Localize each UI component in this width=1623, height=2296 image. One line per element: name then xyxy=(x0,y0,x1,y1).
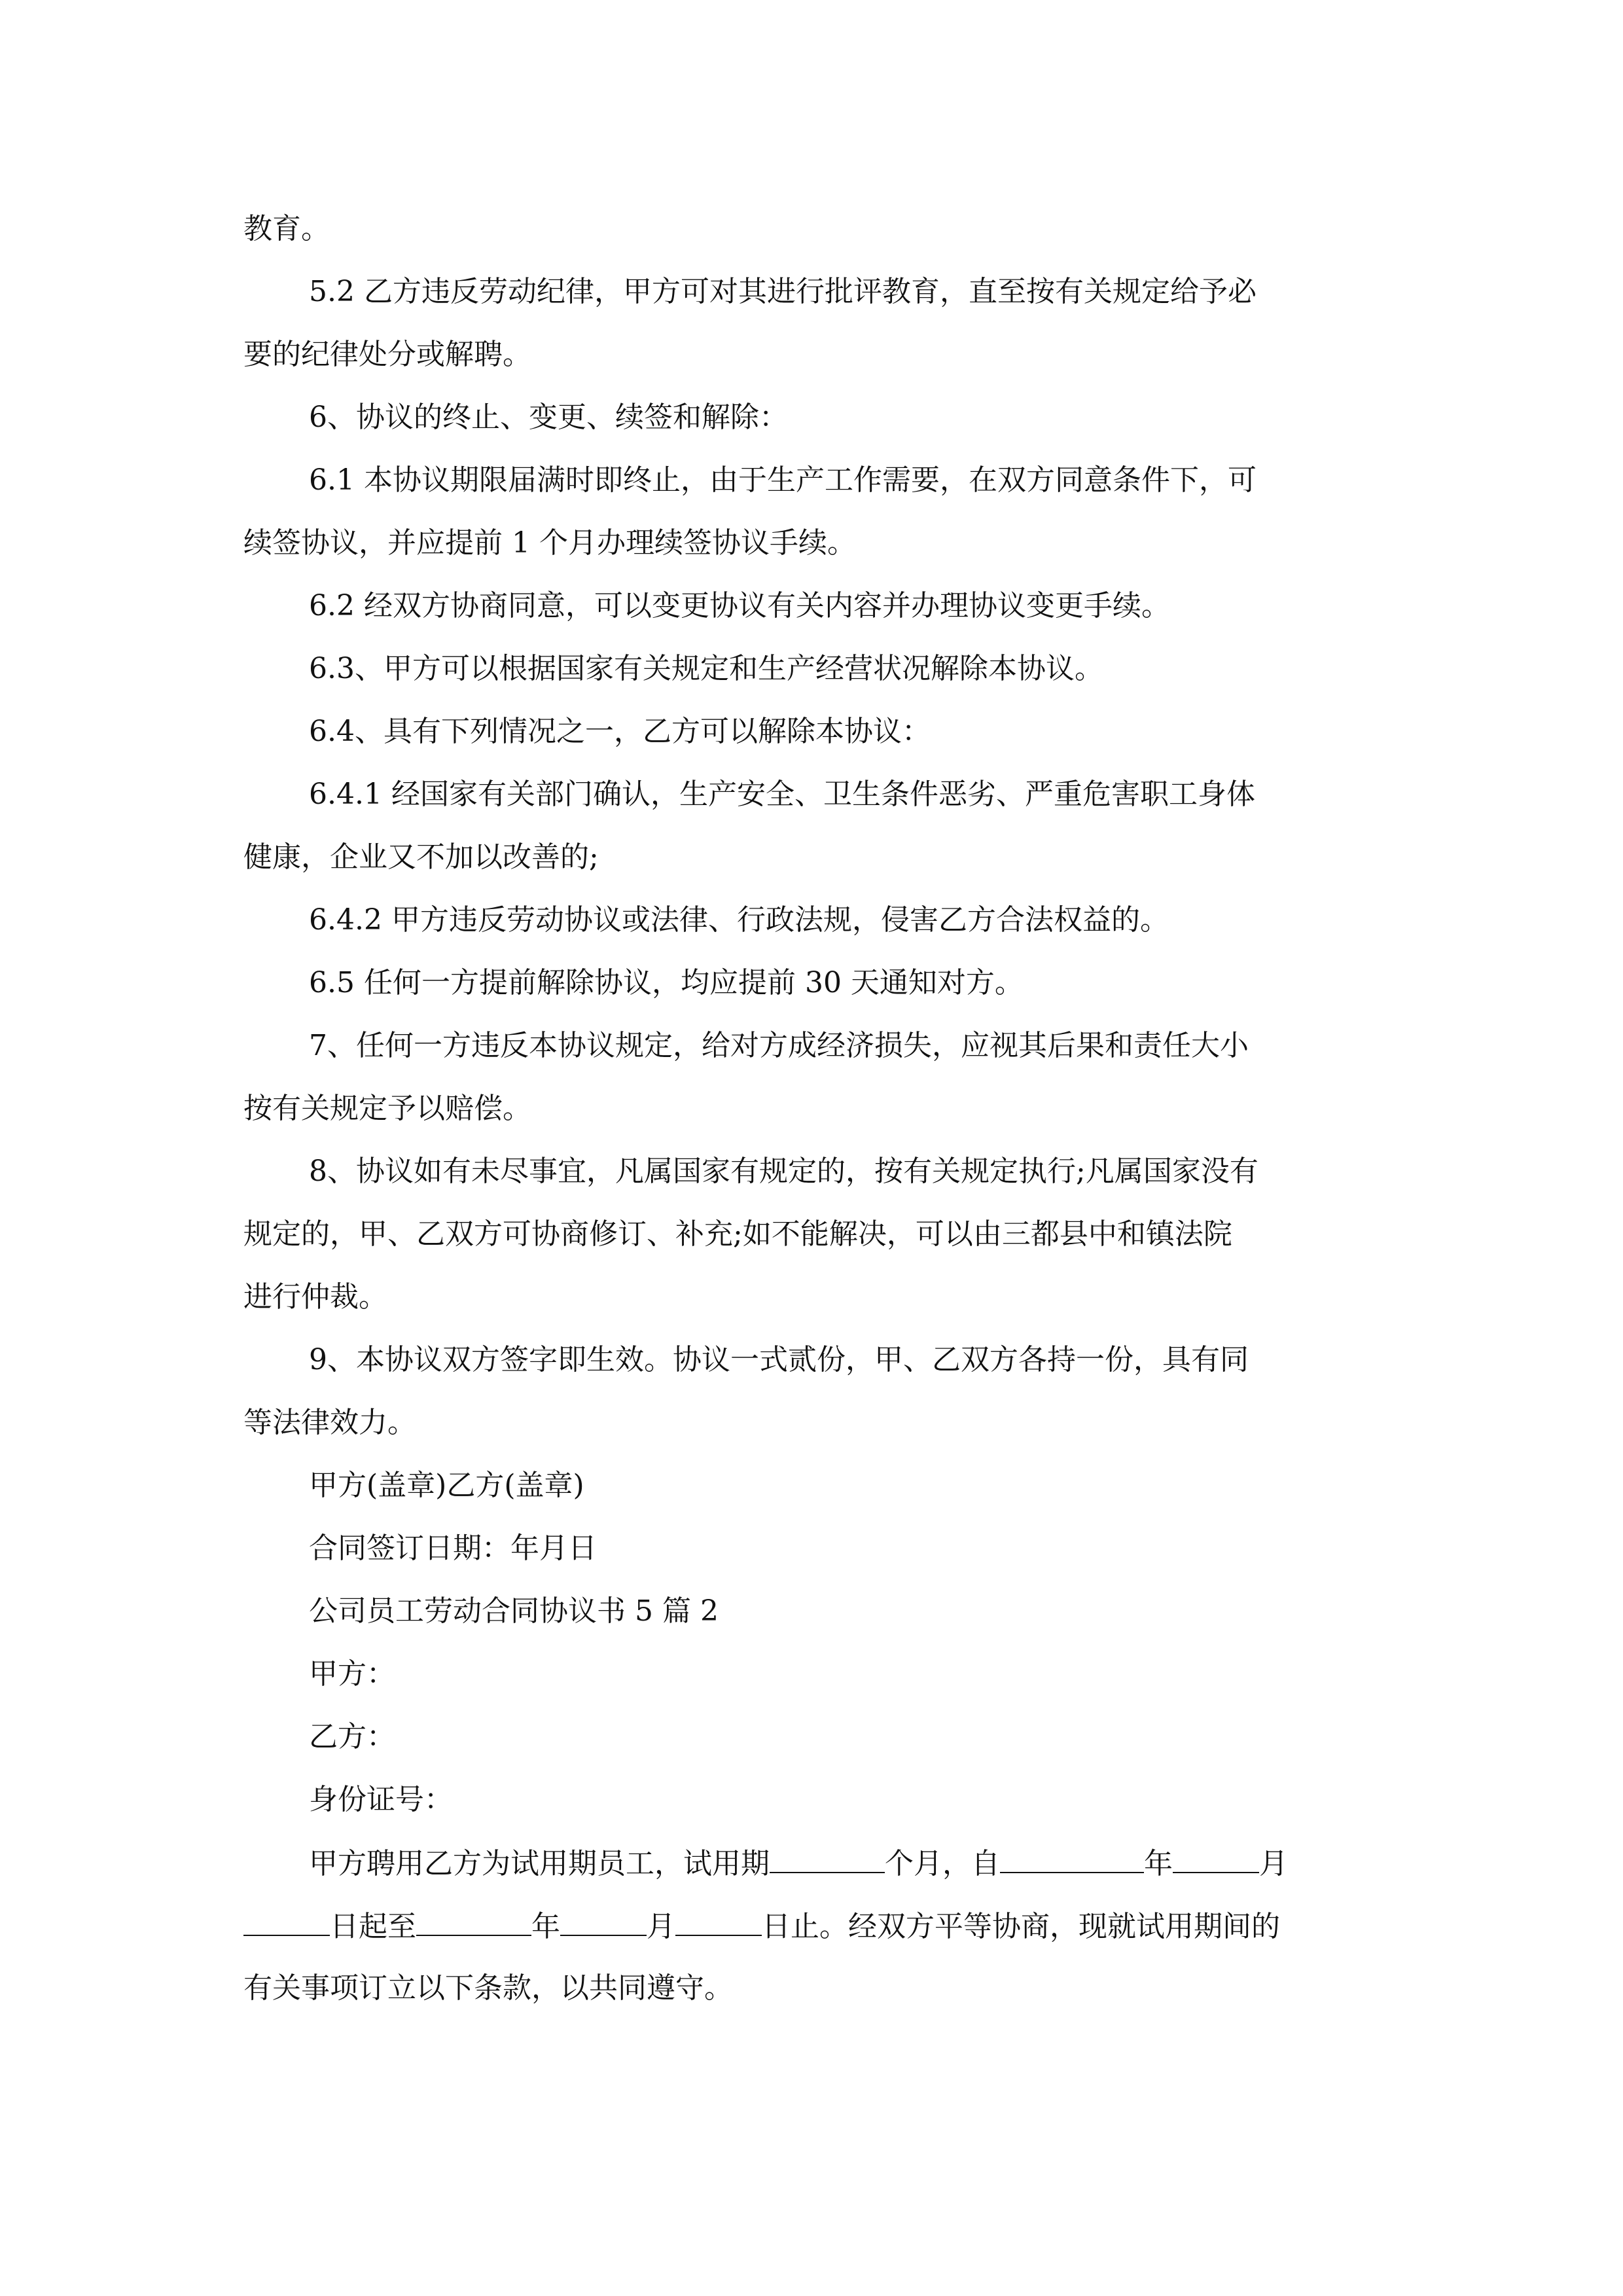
doc-line-3: 要的纪律处分或解聘。 xyxy=(243,338,531,371)
probation-text: 年 xyxy=(531,1910,560,1943)
doc-line-15: 按有关规定予以赔偿。 xyxy=(243,1092,531,1125)
doc-line-17: 规定的，甲、乙双方可协商修订、补充;如不能解决，可以由三都县中和镇法院 xyxy=(243,1217,1232,1251)
end-day-blank xyxy=(675,1906,762,1936)
start-day-blank xyxy=(243,1906,330,1936)
doc-line-9: 6.4、具有下列情况之一，乙方可以解除本协议： xyxy=(309,715,931,748)
doc-line-13: 6.5 任何一方提前解除协议，均应提前 30 天通知对方。 xyxy=(309,966,1024,999)
doc-line-12: 6.4.2 甲方违反劳动协议或法律、行政法规，侵害乙方合法权益的。 xyxy=(309,903,1169,937)
probation-text: 日止。经双方平等协商，现就试用期间的 xyxy=(762,1910,1280,1943)
doc-line-11: 健康，企业又不加以改善的; xyxy=(243,840,599,874)
probation-line-2 xyxy=(243,1906,1280,1946)
doc-line-2: 5.2 乙方违反劳动纪律，甲方可对其进行批评教育，直至按有关规定给予必 xyxy=(309,275,1257,308)
doc-line-19: 9、本协议双方签字即生效。协议一式贰份，甲、乙双方各持一份，具有同 xyxy=(309,1343,1249,1376)
probation-line-3: 有关事项订立以下条款，以共同遵守。 xyxy=(243,1971,733,2005)
doc-line-20: 等法律效力。 xyxy=(243,1406,416,1439)
doc-line-7: 6.2 经双方协商同意，可以变更协议有关内容并办理协议变更手续。 xyxy=(309,589,1170,622)
end-month-blank xyxy=(560,1906,647,1936)
start-month-blank xyxy=(1173,1843,1259,1873)
probation-text: 个月，自 xyxy=(885,1847,1000,1880)
probation-text: 年 xyxy=(1144,1847,1173,1880)
probation-text: 月 xyxy=(647,1910,675,1943)
doc-line-18: 进行仲裁。 xyxy=(243,1280,387,1314)
probation-line-1 xyxy=(309,1843,1288,1884)
probation-text: 甲方聘用乙方为试用期员工，试用期 xyxy=(309,1847,770,1880)
doc-line-24: 甲方： xyxy=(309,1657,395,1691)
doc-line-16: 8、协议如有未尽事宜，凡属国家有规定的，按有关规定执行;凡属国家没有 xyxy=(309,1155,1258,1188)
doc-line-22: 合同签订日期：年月日 xyxy=(309,1532,597,1565)
probation-months-blank xyxy=(770,1843,885,1873)
doc-line-14: 7、任何一方违反本协议规定，给对方成经济损失，应视其后果和责任大小 xyxy=(309,1029,1249,1062)
start-year-blank xyxy=(1000,1843,1144,1873)
doc-line-5: 6.1 本协议期限届满时即终止，由于生产工作需要，在双方同意条件下，可 xyxy=(309,463,1257,497)
doc-line-1: 教育。 xyxy=(243,212,330,245)
doc-line-4: 6、协议的终止、变更、续签和解除： xyxy=(309,401,788,434)
doc-line-21: 甲方(盖章)乙方(盖章) xyxy=(309,1469,584,1502)
probation-text: 月 xyxy=(1259,1847,1288,1880)
end-year-blank xyxy=(416,1906,531,1936)
doc-line-23: 公司员工劳动合同协议书 5 篇 2 xyxy=(309,1594,719,1628)
doc-line-8: 6.3、甲方可以根据国家有关规定和生产经营状况解除本协议。 xyxy=(309,652,1103,685)
doc-line-26: 身份证号： xyxy=(309,1783,453,1816)
doc-line-10: 6.4.1 经国家有关部门确认，生产安全、卫生条件恶劣、严重危害职工身体 xyxy=(309,778,1255,811)
doc-line-25: 乙方： xyxy=(309,1720,395,1753)
probation-text: 日起至 xyxy=(330,1910,416,1943)
doc-line-6: 续签协议，并应提前 1 个月办理续签协议手续。 xyxy=(243,526,856,560)
